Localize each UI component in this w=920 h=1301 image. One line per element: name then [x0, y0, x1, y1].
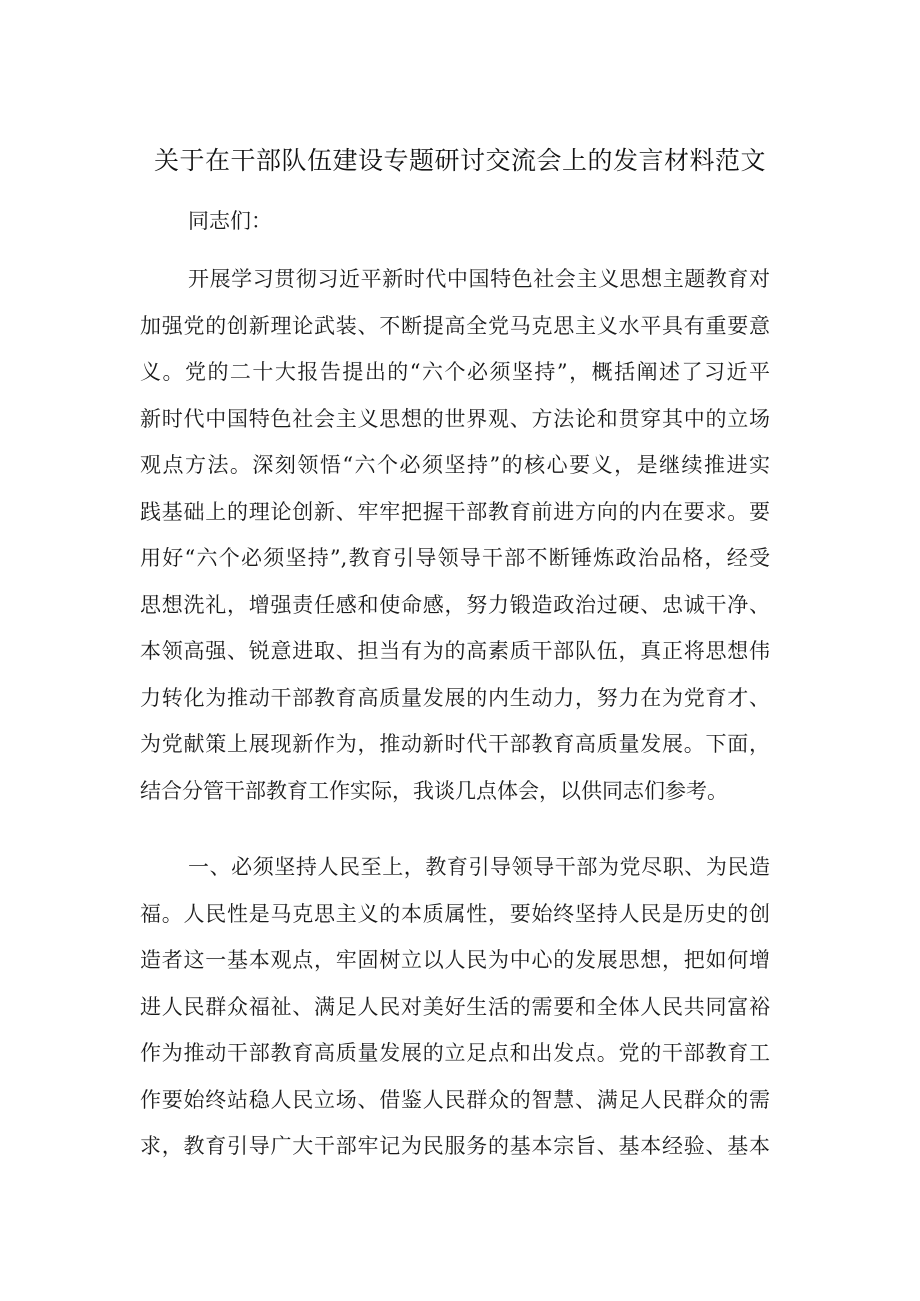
paragraph-line: 作要始终站稳人民立场、借鉴人民群众的智慧、满足人民群众的需 [140, 1087, 770, 1112]
paragraph-line: 一、必须坚持人民至上，教育引导领导干部为党尽职、为民造 [188, 855, 770, 879]
paragraph-line: 本领高强、锐意进取、担当有为的高素质干部队伍，真正将思想伟 [140, 639, 770, 663]
paragraph-line: 加强党的创新理论武装、不断提高全党马克思主义水平具有重要意 [140, 313, 770, 338]
paragraph-line: 践基础上的理论创新、牢牢把握干部教育前进方向的内在要求。要 [140, 499, 770, 524]
paragraph-line: 为党献策上展现新作为，推动新时代干部教育高质量发展。下面， [140, 732, 770, 756]
paragraph-line: 思想洗礼，增强责任感和使命感，努力锻造政治过硬、忠诚干净、 [140, 592, 770, 617]
salutation: 同志们： [188, 209, 272, 233]
paragraph-line: 造者这一基本观点，牢固树立以人民为中心的发展思想，把如何增 [140, 948, 770, 972]
paragraph-line: 求，教育引导广大干部牢记为民服务的基本宗旨、基本经验、基本 [140, 1134, 770, 1158]
paragraph-line: 进人民群众福祉、满足人民对美好生活的需要和全体人民共同富裕 [140, 994, 770, 1019]
paragraph-line: 结合分管干部教育工作实际，我谈几点体会，以供同志们参考。 [140, 778, 728, 803]
paragraph-line: 开展学习贯彻习近平新时代中国特色社会主义思想主题教育对 [188, 267, 770, 291]
paragraph-line: 义。党的二十大报告提出的“六个必须坚持”，概括阐述了习近平 [140, 360, 770, 384]
document-title: 关于在干部队伍建设专题研讨交流会上的发言材料范文 [153, 146, 766, 175]
paragraph-line: 新时代中国特色社会主义思想的世界观、方法论和贯穿其中的立场 [140, 406, 770, 431]
paragraph-line: 用好“六个必须坚持”,教育引导领导干部不断锤炼政治品格，经受 [140, 546, 770, 570]
paragraph-line: 作为推动干部教育高质量发展的立足点和出发点。党的干部教育工 [140, 1041, 770, 1065]
paragraph-line: 观点方法。深刻领悟“六个必须坚持”的核心要义，是继续推进实 [140, 453, 770, 477]
paragraph-line: 福。人民性是马克思主义的本质属性，要始终坚持人民是历史的创 [140, 901, 770, 926]
paragraph-line: 力转化为推动干部教育高质量发展的内生动力，努力在为党育才、 [140, 685, 770, 710]
